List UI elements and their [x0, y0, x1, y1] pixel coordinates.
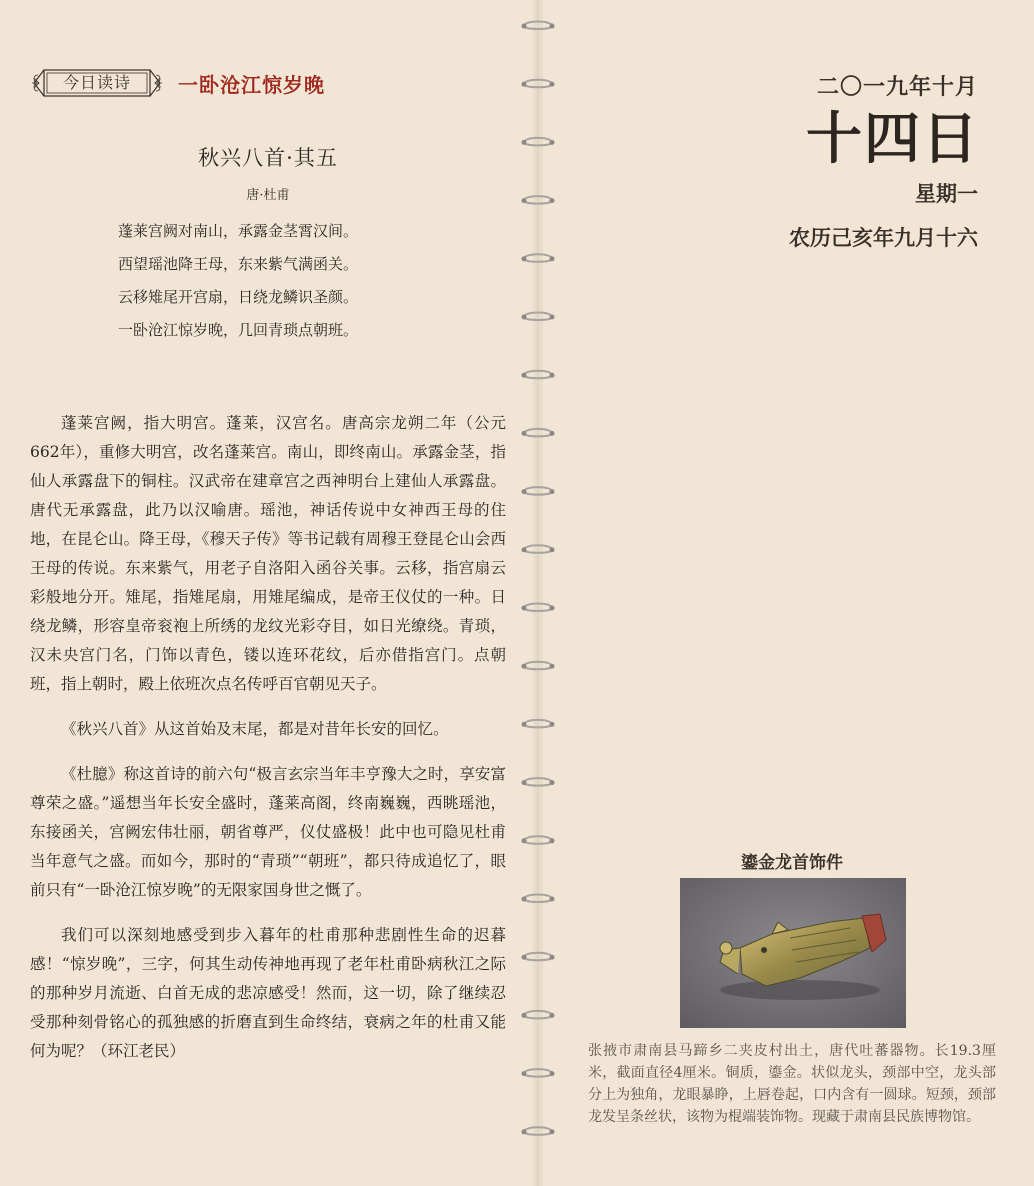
artifact-description: 张掖市肃南县马蹄乡二夹皮村出土，唐代吐蕃器物。长19.3厘米，截面直径4厘米。铜质，鎏金。状似龙头，颈部中空，龙头部分上为独角，龙眼暴睁，上唇卷起，口内含有一圆球。短颈，颈部龙发呈条丝状，该物为棍端装饰物。现藏于肃南县民族博物馆。 [588, 1043, 996, 1125]
date-lunar: 农历己亥年九月十六 [789, 225, 978, 250]
commentary-paragraph: 蓬莱宫阙，指大明宫。蓬莱，汉宫名。唐高宗龙朔二年（公元662年），重修大明宫，改名蓬莱宫。南山，即终南山。承露金茎，指仙人承露盘下的铜柱。汉武帝在建章宫之西神明台上建仙人承露盘。唐代无承露盘，此乃以汉喻唐。瑶池，神话传说中女神西王母的住地，在昆仑山。降王母，《穆天子传》等书记载有周穆王登昆仑山会西王母的传说。东来紫气，用老子自洛阳入函谷关事。云移，指宫扇云彩般地分开。雉尾，指雉尾扇，用雉尾编成，是帝王仪仗的一种。日绕龙鳞，形容皇帝衮袍上所绣的龙纹光彩夺目，如日光缭绕。青琐，汉未央宫门名，门饰以青色，镂以连环花纹，后亦借指宫门。点朝班，指上朝时，殿上依班次点名传呼百官朝见天子。 [30, 414, 506, 693]
poem-line: 一卧沧江惊岁晚，几回青琐点朝班。 [118, 321, 359, 339]
poem-author: 唐·杜甫 [246, 188, 290, 203]
artifact-title: 鎏金龙首饰件 [741, 853, 843, 873]
commentary-paragraph: 我们可以深刻地感受到步入暮年的杜甫那种悲剧性生命的迟暮感！“惊岁晚”，三字，何其生动传神地再现了老年杜甫卧病秋江之际的那种岁月流逝、白首无成的悲凉感受！然而，这一切，除了继续忍受那种刻骨铭心的孤独感的折磨直到生命终结，衰病之年的杜甫又能何为呢？（环江老民） [30, 926, 506, 1060]
commentary-paragraph: 《杜臆》称这首诗的前六句“极言玄宗当年丰亨豫大之时，享安富尊荣之盛。”遥想当年长安全盛时，蓬莱高阁，终南巍巍，西眺瑶池，东接函关，宫阙宏伟壮丽，朝省尊严，仪仗盛极！此中也可隐见杜甫当年意气之盛。而如今，那时的“青琐”“朝班”，都只待成追忆了，眼前只有“一卧沧江惊岁晚”的无限家国身世之慨了。 [30, 765, 506, 899]
tag-label: 今日读诗 [62, 73, 131, 92]
date-day: 十四日 [806, 106, 980, 172]
binder-rings-icon [520, 0, 556, 1186]
featured-line-title: 一卧沧江惊岁晚 [178, 72, 325, 97]
poem-title: 秋兴八首·其五 [198, 146, 338, 170]
dragon-head-artifact-image [680, 878, 906, 1028]
date-year-month: 二〇一九年十月 [816, 74, 978, 100]
commentary [30, 409, 506, 1066]
date-weekday: 星期一 [915, 181, 978, 206]
tag-badge [30, 65, 164, 101]
header-row [30, 60, 506, 106]
commentary-paragraph: 《秋兴八首》从这首始及末尾，都是对昔年长安的回忆。 [61, 720, 449, 738]
poem-line: 蓬莱宫阙对南山，承露金茎霄汉间。 [118, 222, 359, 240]
poem-lines [30, 215, 506, 347]
poem-column [30, 60, 506, 1082]
poem-line: 云移雉尾开宫扇，日绕龙鳞识圣颜。 [118, 288, 359, 306]
poem-line: 西望瑶池降王母，东来紫气满函关。 [118, 255, 359, 273]
